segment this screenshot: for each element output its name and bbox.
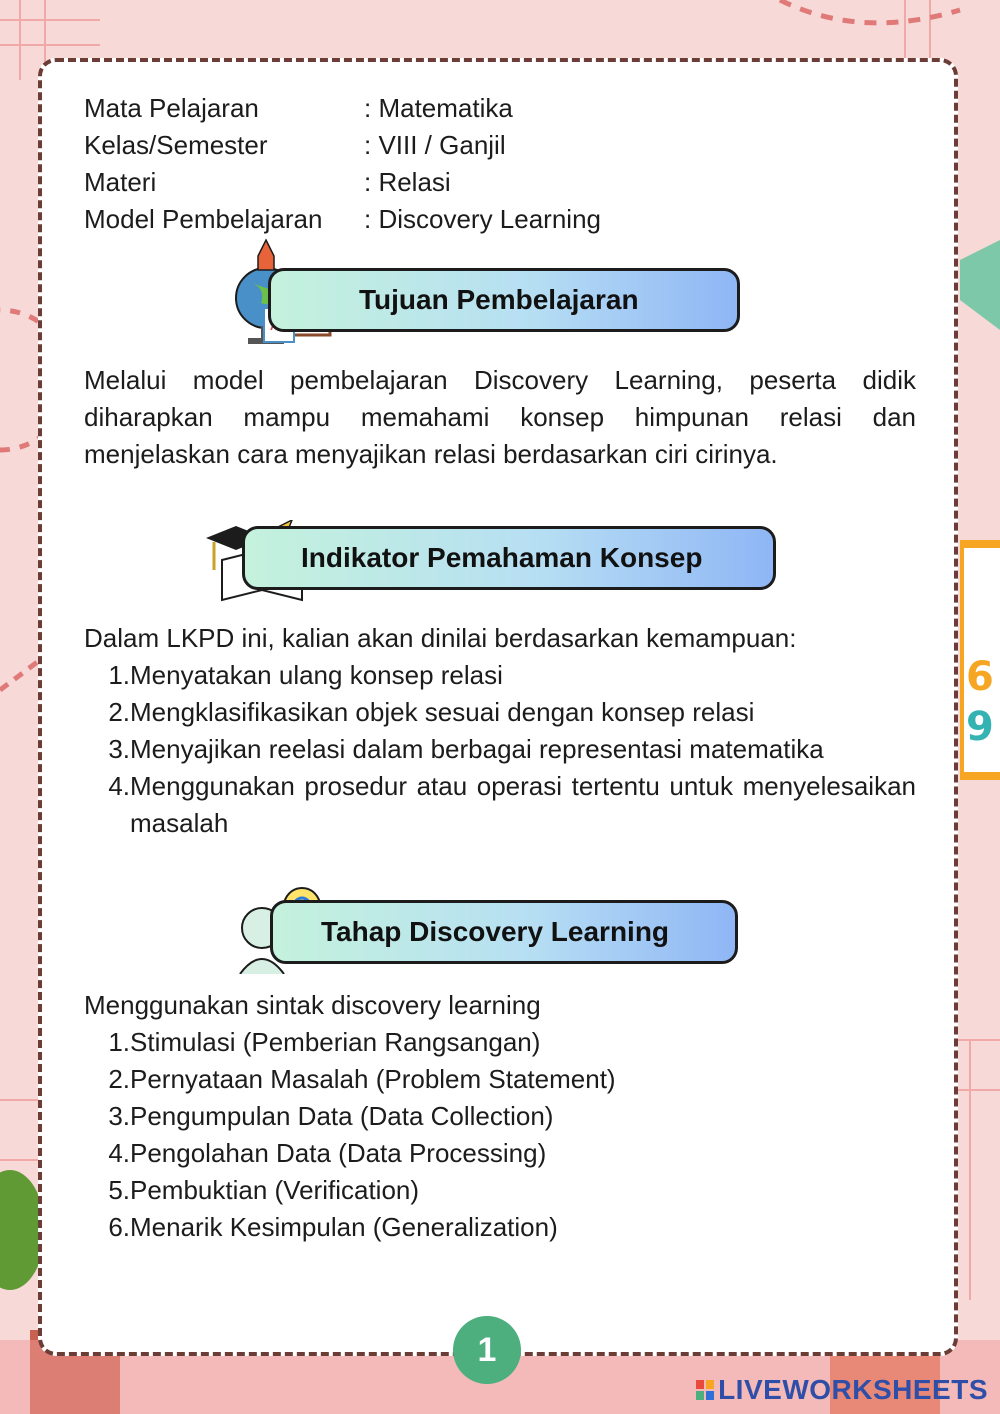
list-number: 1. (108, 660, 130, 690)
list-item (84, 768, 916, 842)
list-item (84, 694, 916, 731)
list-text: Mengklasifikasikan objek sesuai dengan konsep relasi (130, 697, 755, 727)
page-number-badge: 1 (453, 1316, 521, 1384)
section-title: Tujuan Pembelajaran (359, 284, 639, 315)
meta-value: : Discovery Learning (364, 204, 601, 234)
worksheet-card (38, 58, 958, 1356)
section-banner-tahap (270, 900, 738, 964)
tahap-list (84, 987, 916, 1246)
list-number: 2. (108, 1064, 130, 1094)
list-text: Stimulasi (Pemberian Rangsangan) (130, 1027, 541, 1057)
list-text: Menarik Kesimpulan (Generalization) (130, 1212, 558, 1242)
list-item (84, 1135, 916, 1172)
list-number: 4. (108, 1138, 130, 1168)
list-number: 2. (108, 697, 130, 727)
list-number: 3. (108, 1101, 130, 1131)
meta-row-class (84, 127, 601, 164)
list-text: Pembuktian (Verification) (130, 1175, 420, 1205)
list-text: Pengumpulan Data (Data Collection) (130, 1101, 554, 1131)
list-number: 4. (108, 771, 130, 801)
meta-label: Mata Pelajaran (84, 93, 259, 123)
section-title: Indikator Pemahaman Konsep (301, 542, 703, 573)
tujuan-text: Melalui model pembelajaran Discovery Learning, peserta didik diharapkan mampu memahami konsep himpunan relasi dan menjelaskan cara menyajikan relasi berdasarkan ciri cirinya. (84, 365, 916, 469)
meta-row-subject (84, 90, 601, 127)
svg-text:9: 9 (966, 704, 994, 750)
list-item (84, 657, 916, 694)
meta-value: : Relasi (364, 167, 451, 197)
subject-info (84, 90, 601, 238)
meta-row-material (84, 164, 601, 201)
meta-row-model (84, 201, 601, 238)
list-item (84, 1098, 916, 1135)
section-banner-tujuan (268, 268, 740, 332)
list-number: 6. (108, 1212, 130, 1242)
list-number: 1. (108, 1027, 130, 1057)
list-number: 5. (108, 1175, 130, 1205)
list-item (84, 1209, 916, 1246)
list-text: Menyatakan ulang konsep relasi (130, 660, 503, 690)
meta-value: : VIII / Ganjil (364, 130, 506, 160)
list-text: Pengolahan Data (Data Processing) (130, 1138, 547, 1168)
tahap-intro: Menggunakan sintak discovery learning (84, 990, 541, 1020)
meta-label: Kelas/Semester (84, 130, 268, 160)
list-text: Pernyataan Masalah (Problem Statement) (130, 1064, 616, 1094)
indikator-list (84, 620, 916, 842)
section-banner-indikator (242, 526, 776, 590)
liveworksheets-watermark (696, 1374, 988, 1406)
list-item (84, 1172, 916, 1209)
list-item (84, 1024, 916, 1061)
section-title: Tahap Discovery Learning (321, 916, 670, 947)
list-number: 3. (108, 734, 130, 764)
list-item (84, 731, 916, 768)
liveworksheets-logo-icon (696, 1380, 714, 1400)
list-text: Menyajikan reelasi dalam berbagai representasi matematika (130, 734, 824, 764)
meta-value: : Matematika (364, 93, 513, 123)
indikator-intro: Dalam LKPD ini, kalian akan dinilai berdasarkan kemampuan: (84, 623, 797, 653)
meta-label: Materi (84, 167, 157, 197)
list-item (84, 1061, 916, 1098)
watermark-text: LIVEWORKSHEETS (718, 1374, 988, 1405)
list-text: Menggunakan prosedur atau operasi tertentu untuk menyelesaikan masalah (130, 771, 916, 838)
svg-text:6: 6 (966, 654, 994, 700)
meta-label: Model Pembelajaran (84, 204, 323, 234)
